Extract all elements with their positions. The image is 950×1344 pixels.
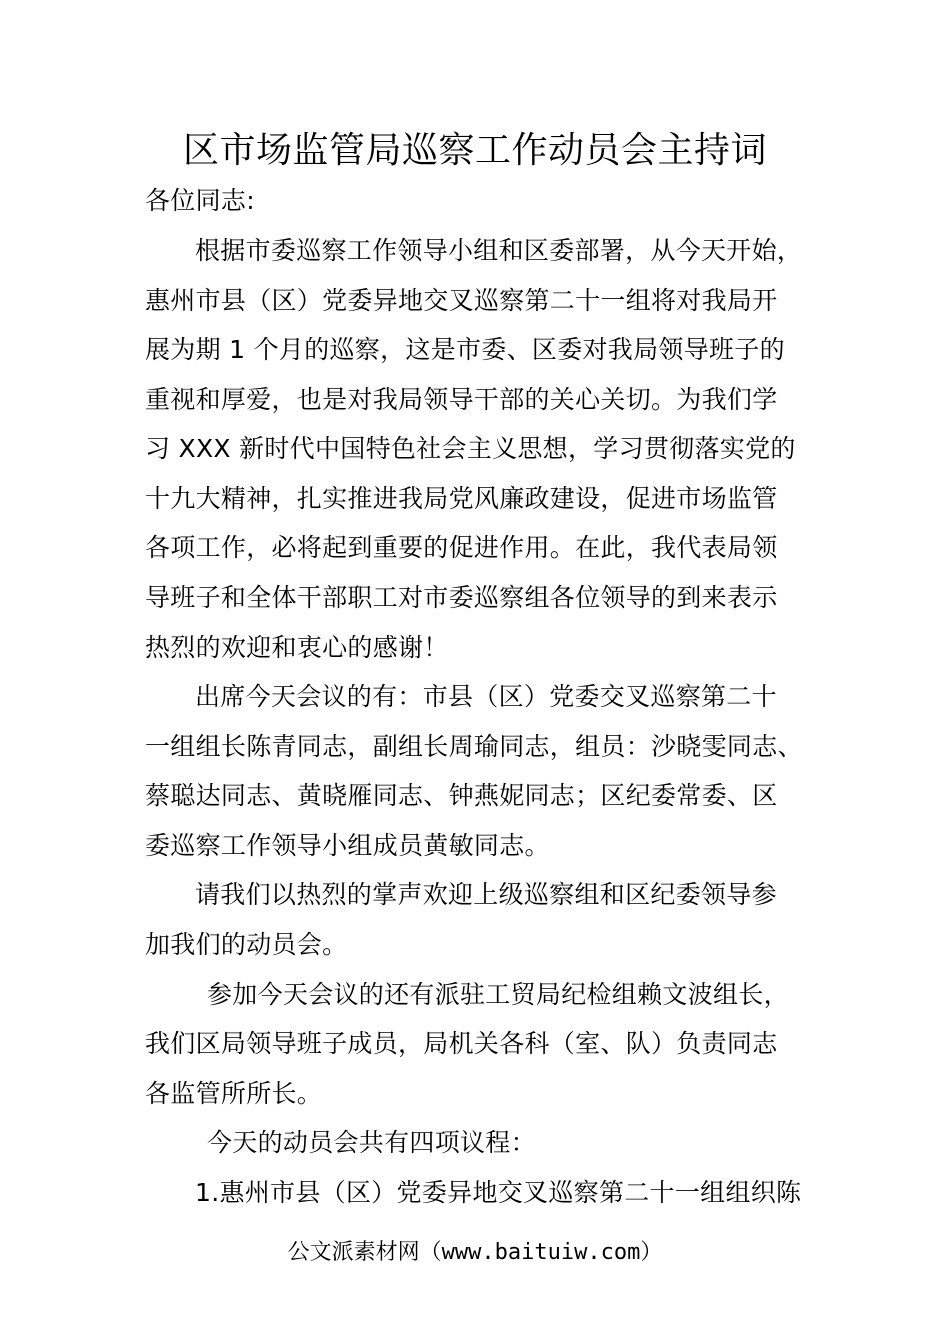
paragraph-line: 惠州市县（区）党委异地交叉巡察第二十一组将对我局开	[145, 286, 778, 315]
salutation: 各位同志:	[145, 186, 255, 215]
paragraph-line: 各监管所所长。	[145, 1079, 323, 1108]
paragraph-line: 十九大精神，扎实推进我局党风廉政建设，促进市场监管	[145, 484, 778, 513]
paragraph-line: 今天的动员会共有四项议程：	[207, 1128, 536, 1157]
paragraph-line: 委巡察工作领导小组成员黄敏同志。	[145, 831, 550, 860]
paragraph-line: 加我们的动员会。	[145, 930, 348, 959]
document-title: 区市场监管局巡察工作动员会主持词	[182, 130, 767, 171]
paragraph-line: 重视和厚爱，也是对我局领导干部的关心关切。为我们学	[145, 385, 778, 414]
footer-site-name: 公文派素材网	[287, 1240, 420, 1265]
paragraph-line: 热烈的欢迎和衷心的感谢！	[145, 633, 449, 662]
paragraph-line: 导班子和全体干部职工对市委巡察组各位领导的到来表示	[145, 583, 778, 612]
page-footer	[0, 1236, 950, 1270]
paragraph-line: 请我们以热烈的掌声欢迎上级巡察组和区纪委领导参	[195, 880, 777, 909]
paragraph-line: 1.惠州市县（区）党委异地交叉巡察第二十一组组织陈	[195, 1178, 802, 1207]
paragraph-line: 参加今天会议的还有派驻工贸局纪检组赖文波组长，	[207, 980, 789, 1009]
paragraph-line: 习 XXX 新时代中国特色社会主义思想，学习贯彻落实党的	[145, 434, 796, 463]
footer-site-url: （www.baituiw.com）	[419, 1240, 663, 1265]
paragraph-line: 一组组长陈青同志，副组长周瑜同志，组员：沙晓雯同志、	[145, 732, 803, 761]
paragraph-line: 展为期 1 个月的巡察，这是市委、区委对我局领导班子的	[145, 335, 785, 364]
paragraph-line: 我们区局领导班子成员，局机关各科（室、队）负责同志	[145, 1029, 778, 1058]
paragraph-line: 出席今天会议的有：市县（区）党委交叉巡察第二十	[195, 682, 777, 711]
paragraph-line: 蔡聪达同志、黄晓雁同志、钟燕妮同志；区纪委常委、区	[145, 781, 778, 810]
paragraph-line: 根据市委巡察工作领导小组和区委部署，从今天开始，	[195, 236, 803, 265]
paragraph-line: 各项工作，必将起到重要的促进作用。在此，我代表局领	[145, 533, 778, 562]
